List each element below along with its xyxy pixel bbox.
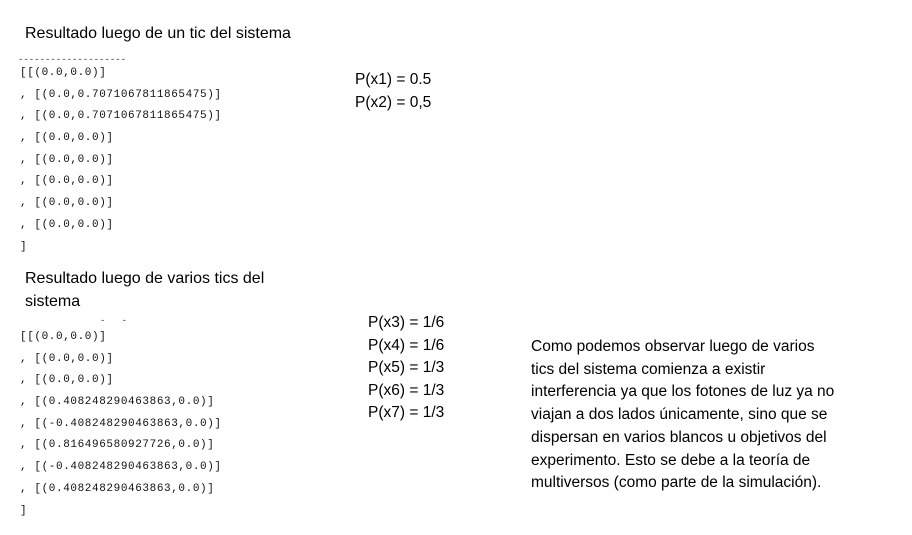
section1-code-block	[20, 63, 222, 258]
probability-x3: P(x3) = 1/6	[368, 314, 445, 331]
section2-title-line2: sistema	[25, 292, 81, 310]
paragraph-line: viajan a dos lados únicamente, sino que se	[531, 406, 828, 424]
paragraph-line: tics del sistema comienza a existir	[531, 360, 766, 378]
code-line: , [(-0.408248290463863,0.0)]	[20, 417, 222, 430]
code-line: [[(0.0,0.0)]	[20, 331, 107, 343]
code-line: [[(0.0,0.0)]	[20, 67, 107, 79]
section2-code-block	[20, 327, 222, 522]
section2-title	[25, 268, 264, 313]
explanation-paragraph	[531, 336, 881, 495]
code-line: , [(0.408248290463863,0.0)]	[20, 482, 215, 495]
code-line: , [(0.816496580927726,0.0)]	[20, 439, 215, 452]
probability-x1: P(x1) = 0.5	[355, 71, 432, 88]
paragraph-line: experimento. Esto se debe a la teoría de	[531, 451, 811, 469]
code-line: ]	[20, 240, 28, 253]
section2-title-line1: Resultado luego de varios tics del	[25, 270, 265, 287]
code-line: , [(0.0,0.0)]	[20, 175, 114, 188]
section1-probabilities	[355, 69, 431, 114]
code-line: , [(0.0,0.0)]	[20, 153, 114, 166]
probability-x7: P(x7) = 1/3	[368, 404, 445, 421]
probability-x2: P(x2) = 0,5	[355, 93, 432, 111]
code-line: , [(0.0,0.0)]	[20, 132, 114, 145]
paragraph-line: dispersan en varios blancos u objetivos del	[531, 428, 827, 446]
code-line: , [(0.408248290463863,0.0)]	[20, 396, 215, 409]
paragraph-line: interferencia ya que los fotones de luz ya no	[531, 383, 835, 401]
probability-x6: P(x6) = 1/3	[368, 381, 445, 399]
code-line: ]	[20, 504, 28, 517]
paragraph-line: multiversos (como parte de la simulación).	[531, 474, 822, 492]
probability-x5: P(x5) = 1/3	[368, 359, 445, 376]
code-line: , [(0.0,0.7071067811865475)]	[20, 88, 222, 101]
paragraph-line: Como podemos observar luego de varios	[531, 338, 815, 355]
code-line: , [(0.0,0.0)]	[20, 352, 114, 365]
section2-probabilities	[368, 312, 444, 425]
code-line: , [(0.0,0.0)]	[20, 218, 114, 231]
code-line: , [(0.0,0.0)]	[20, 197, 114, 210]
code-line: , [(0.0,0.7071067811865475)]	[20, 110, 222, 123]
probability-x4: P(x4) = 1/6	[368, 336, 445, 354]
section2-cut-line: - -	[100, 317, 128, 323]
code-line: , [(-0.408248290463863,0.0)]	[20, 461, 222, 474]
section1-cut-line: --------------------	[18, 56, 127, 62]
code-line: , [(0.0,0.0)]	[20, 374, 114, 387]
section1-title: Resultado luego de un tic del sistema	[25, 25, 291, 42]
